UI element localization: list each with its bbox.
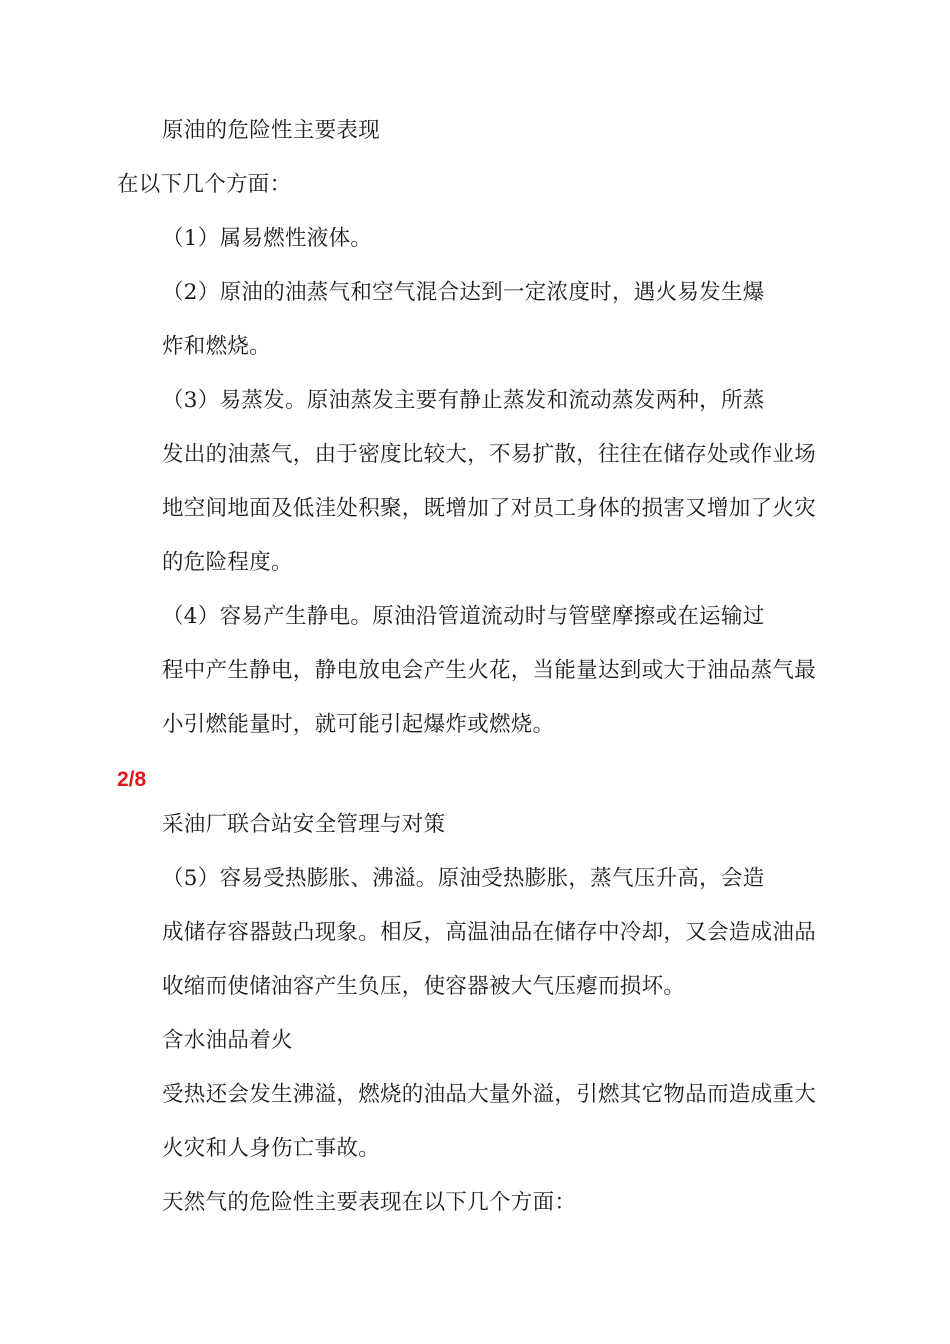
section-heading-crude-oil: 原油的危险性主要表现	[162, 118, 381, 143]
section-heading-natural-gas: 天然气的危险性主要表现在以下几个方面：	[162, 1190, 577, 1215]
subheading-water-oil-fire: 含水油品着火	[162, 1028, 293, 1053]
running-title: 采油厂联合站安全管理与对策	[162, 812, 446, 837]
list-item-2-line-2: 炸和燃烧。	[162, 334, 272, 359]
list-item-3-line-4: 的危险程度。	[162, 550, 293, 575]
list-item-5-line-2: 成储存容器鼓凸现象。相反，高温油品在储存中冷却，又会造成油品	[162, 920, 817, 945]
list-item-5-line-3: 收缩而使储油容产生负压，使容器被大气压瘪而损坏。	[162, 974, 686, 999]
list-item-3-line-3: 地空间地面及低洼处积聚，既增加了对员工身体的损害又增加了火灾	[162, 496, 817, 521]
paragraph-line-2: 火灾和人身伤亡事故。	[162, 1136, 381, 1161]
list-item-4-line-3: 小引燃能量时，就可能引起爆炸或燃烧。	[162, 712, 555, 737]
paragraph-line-1: 受热还会发生沸溢，燃烧的油品大量外溢，引燃其它物品而造成重大	[162, 1082, 817, 1107]
list-item-1: （1）属易燃性液体。	[162, 226, 373, 251]
list-item-4-line-2: 程中产生静电，静电放电会产生火花，当能量达到或大于油品蒸气最	[162, 658, 817, 683]
page-number: 2/8	[117, 768, 147, 791]
list-item-3-line-2: 发出的油蒸气，由于密度比较大，不易扩散，往往在储存处或作业场	[162, 442, 817, 467]
intro-line: 在以下几个方面：	[117, 172, 292, 197]
list-item-2-line-1: （2）原油的油蒸气和空气混合达到一定浓度时，遇火易发生爆	[162, 280, 765, 305]
list-item-3-line-1: （3）易蒸发。原油蒸发主要有静止蒸发和流动蒸发两种，所蒸	[162, 388, 765, 413]
list-item-4-line-1: （4）容易产生静电。原油沿管道流动时与管壁摩擦或在运输过	[162, 604, 765, 629]
list-item-5-line-1: （5）容易受热膨胀、沸溢。原油受热膨胀，蒸气压升高，会造	[162, 866, 765, 891]
